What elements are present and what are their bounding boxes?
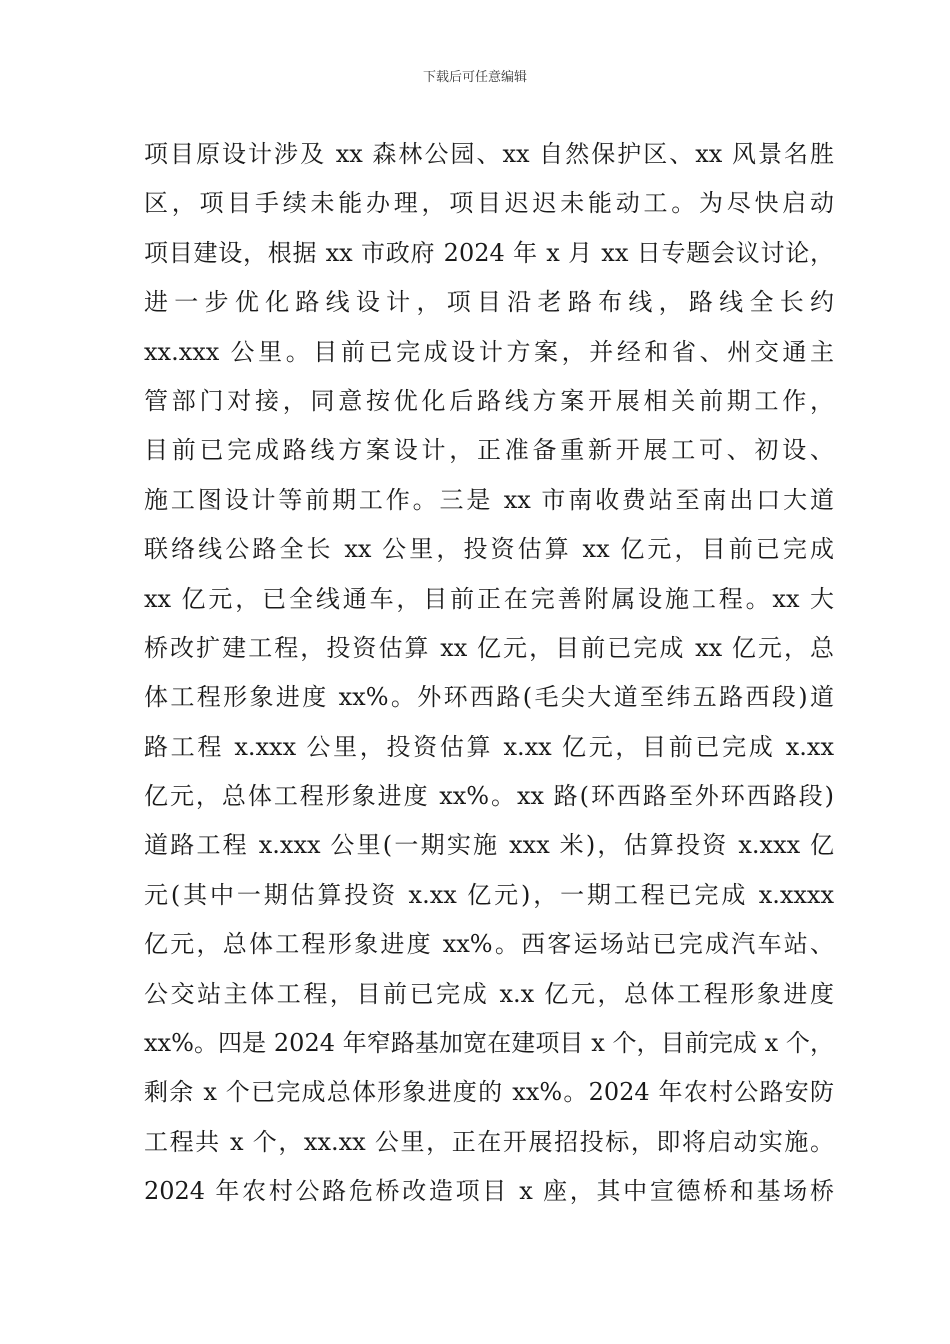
text-line: xx.xxx 公里。目前已完成设计方案，并经和省、州交通主 bbox=[144, 337, 834, 366]
text-line: 元(其中一期估算投资 x.xx 亿元)，一期工程已完成 x.xxxx bbox=[144, 880, 834, 909]
text-line: 施工图设计等前期工作。三是 xx 市南收费站至南出口大道 bbox=[144, 485, 834, 514]
text-line: 2024 年农村公路危桥改造项目 x 座，其中宣德桥和基场桥 bbox=[144, 1177, 834, 1206]
page-header: 下载后可任意编辑 bbox=[422, 70, 527, 85]
text-line: 区，项目手续未能办理，项目迟迟未能动工。为尽快启动 bbox=[144, 189, 834, 218]
text-line: 项目原设计涉及 xx 森林公园、xx 自然保护区、xx 风景名胜 bbox=[144, 140, 834, 168]
text-line: 道路工程 x.xxx 公里(一期实施 xxx 米)，估算投资 x.xxx 亿 bbox=[144, 831, 834, 860]
body-paragraph bbox=[144, 130, 834, 1217]
text-line: 公交站主体工程，目前已完成 x.x 亿元，总体工程形象进度 bbox=[144, 979, 834, 1008]
text-line: 剩余 x 个已完成总体形象进度的 xx%。2024 年农村公路安防 bbox=[144, 1078, 834, 1107]
text-line: 体工程形象进度 xx%。外环西路(毛尖大道至纬五路西段)道 bbox=[144, 683, 834, 712]
text-line: 工程共 x 个，xx.xx 公里，正在开展招投标，即将启动实施。 bbox=[144, 1127, 834, 1156]
text-line: 亿元，总体工程形象进度 xx%。xx 路(环西路至外环西路段) bbox=[144, 782, 834, 811]
text-line: 桥改扩建工程，投资估算 xx 亿元，目前已完成 xx 亿元，总 bbox=[144, 633, 834, 662]
text-line: 目前已完成路线方案设计，正准备重新开展工可、初设、 bbox=[144, 436, 834, 465]
text-line: 联络线公路全长 xx 公里，投资估算 xx 亿元，目前已完成 bbox=[144, 535, 834, 564]
text-line: xx%。四是 2024 年窄路基加宽在建项目 x 个，目前完成 x 个， bbox=[144, 1029, 834, 1058]
text-line: 亿元，总体工程形象进度 xx%。西客运场站已完成汽车站、 bbox=[144, 930, 834, 959]
text-line: 管部门对接，同意按优化后路线方案开展相关前期工作， bbox=[144, 386, 834, 415]
text-line: xx 亿元，已全线通车，目前正在完善附属设施工程。xx 大 bbox=[144, 584, 834, 613]
text-line: 路工程 x.xxx 公里，投资估算 x.xx 亿元，目前已完成 x.xx bbox=[144, 732, 834, 761]
text-line: 进一步优化路线设计，项目沿老路布线，路线全长约 bbox=[144, 288, 834, 317]
text-line: 项目建设，根据 xx 市政府 2024 年 x 月 xx 日专题会议讨论， bbox=[144, 238, 834, 267]
